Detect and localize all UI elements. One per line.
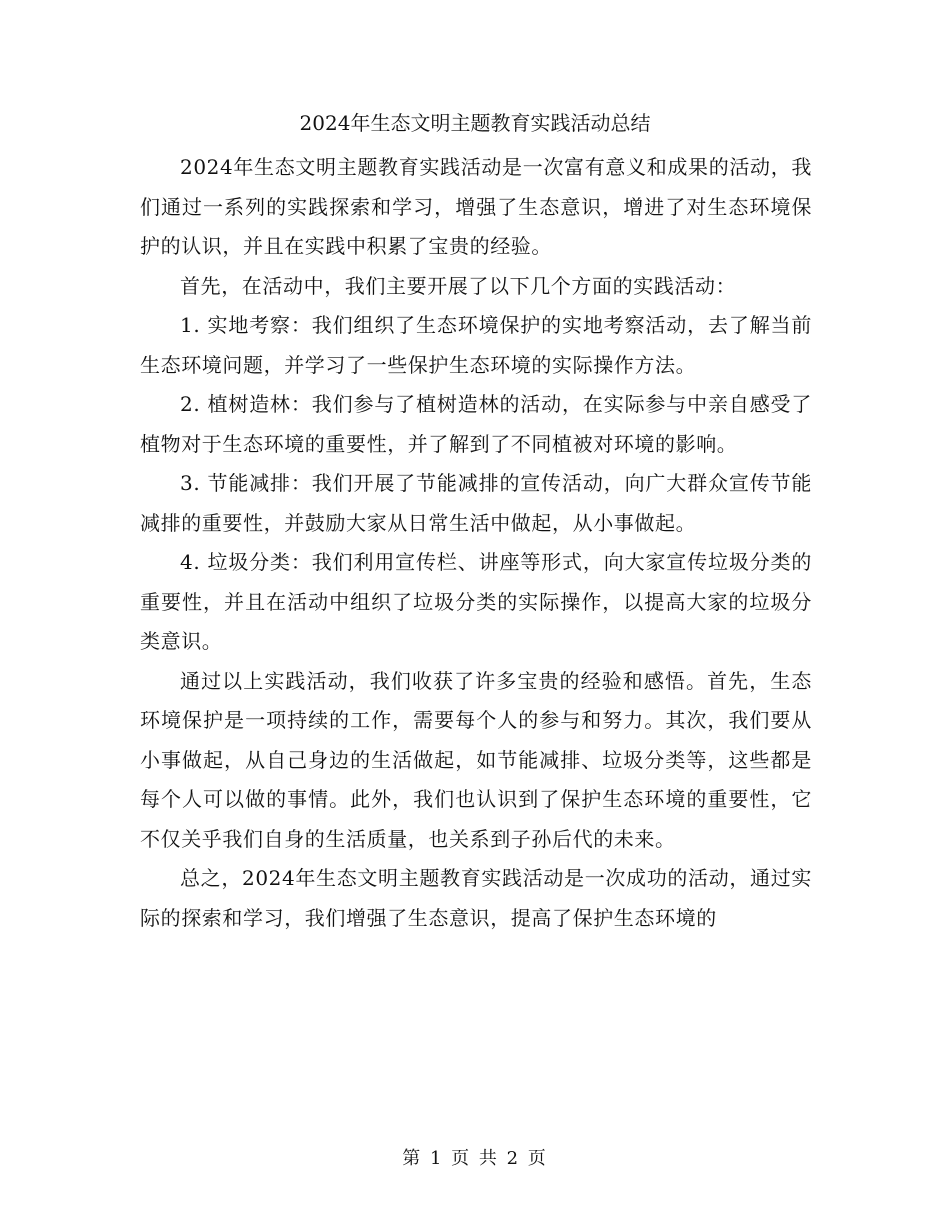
paragraph-item-energy-saving: 3. 节能减排：我们开展了节能减排的宣传活动，向广大群众宣传节能减排的重要性，并鼓励大家从日常生活中做起，从小事做起。	[140, 471, 812, 535]
paragraph-item-field-survey: 1. 实地考察：我们组织了生态环境保护的实地考察活动，去了解当前生态环境问题，并学习了一些保护生态环境的实际操作方法。	[140, 313, 812, 377]
document-body	[140, 148, 812, 938]
paragraph-item-tree-planting: 2. 植树造林：我们参与了植树造林的活动，在实际参与中亲自感受了植物对于生态环境的重要性，并了解到了不同植被对环境的影响。	[140, 392, 812, 456]
page-footer: 第 1 页 共 2 页	[402, 1148, 548, 1169]
paragraph-activities-lead: 首先，在活动中，我们主要开展了以下几个方面的实践活动：	[180, 273, 737, 298]
paragraph-item-waste-sorting: 4. 垃圾分类：我们利用宣传栏、讲座等形式，向大家宣传垃圾分类的重要性，并且在活动中组织了垃圾分类的实际操作，以提高大家的垃圾分类意识。	[140, 550, 812, 653]
document-title: 2024年生态文明主题教育实践活动总结	[299, 111, 651, 135]
paragraph-reflections: 通过以上实践活动，我们收获了许多宝贵的经验和感悟。首先，生态环境保护是一项持续的工作，需要每个人的参与和努力。其次，我们要从小事做起，从自己身边的生活做起，如节能减排、垃圾分类等，这些都是每个人可以做的事情。此外，我们也认识到了保护生态环境的重要性，它不仅关乎我们自身的生活质量，也关系到子孙后代的未来。	[140, 668, 812, 851]
paragraph-conclusion: 总之，2024年生态文明主题教育实践活动是一次成功的活动，通过实际的探索和学习，我们增强了生态意识，提高了保护生态环境的	[140, 866, 812, 930]
paragraph-intro: 2024年生态文明主题教育实践活动是一次富有意义和成果的活动，我们通过一系列的实践探索和学习，增强了生态意识，增进了对生态环境保护的认识，并且在实践中积累了宝贵的经验。	[140, 155, 812, 258]
